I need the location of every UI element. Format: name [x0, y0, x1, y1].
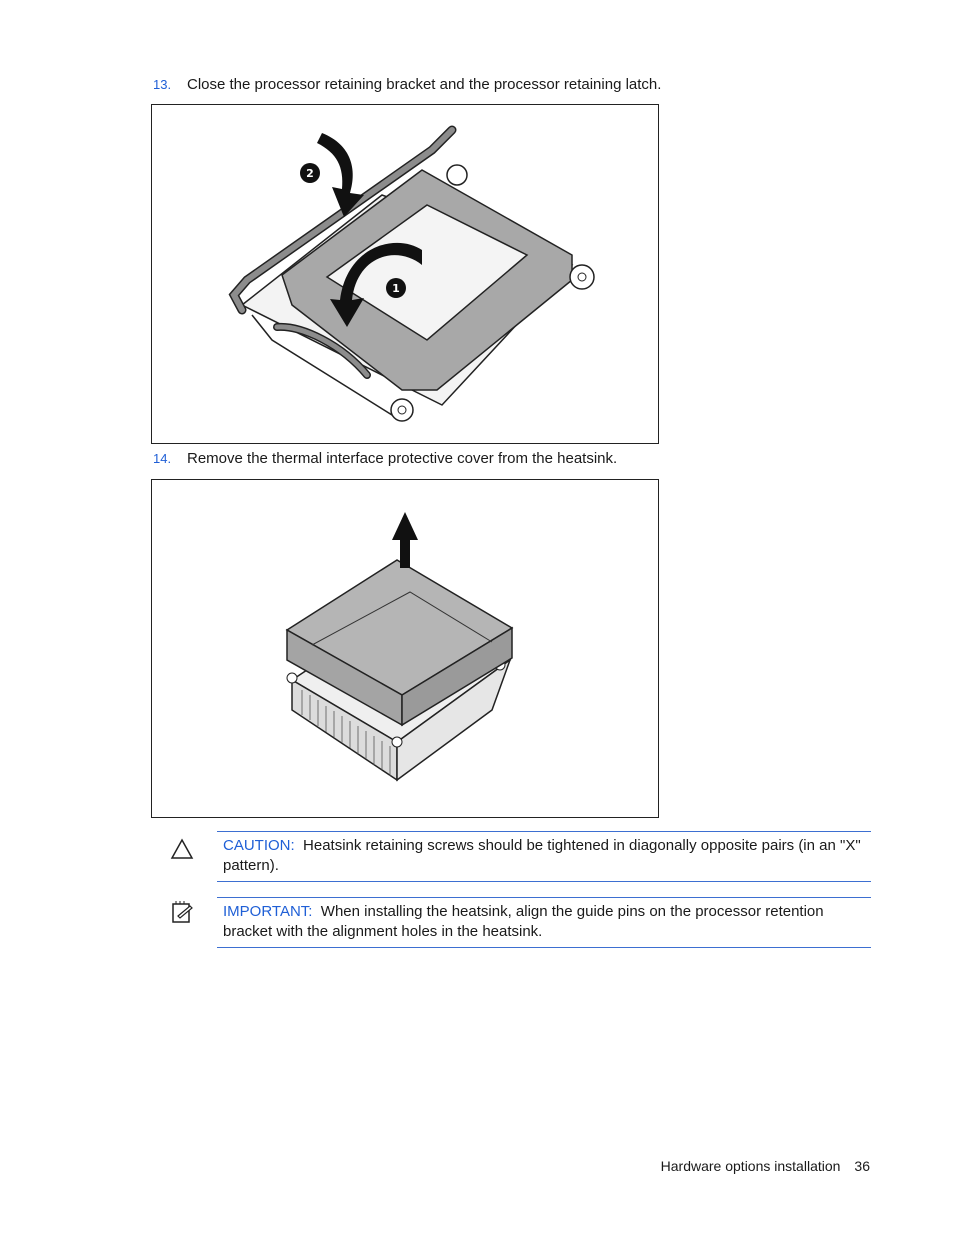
- callout-1: [386, 278, 406, 298]
- callout-2: [300, 163, 320, 183]
- footer-section: Hardware options installation: [660, 1158, 841, 1174]
- important-label: IMPORTANT:: [223, 903, 313, 920]
- figure-processor-bracket: [151, 104, 659, 444]
- step-number: 13.: [153, 77, 172, 92]
- step-text: Remove the thermal interface protective cover from the heatsink.: [187, 450, 618, 467]
- svg-text:1: 1: [392, 282, 400, 295]
- page-footer: [661, 1158, 870, 1174]
- caution-label: CAUTION:: [223, 837, 295, 854]
- svg-text:2: 2: [306, 167, 314, 180]
- caution-note: [217, 831, 871, 882]
- important-notepad-icon: [170, 900, 194, 924]
- caution-triangle-icon: [170, 838, 194, 862]
- page-number: 36: [854, 1158, 870, 1174]
- heatsink-illustration: [152, 480, 658, 817]
- important-note: [217, 897, 871, 948]
- step-text: Close the processor retaining bracket and the processor retaining latch.: [187, 76, 662, 93]
- important-text: When installing the heatsink, align the guide pins on the processor retention bracket with the alignment holes in the heatsink.: [223, 903, 824, 940]
- processor-bracket-illustration: [152, 105, 658, 443]
- step-14: [153, 449, 617, 469]
- figure-heatsink-cover: [151, 479, 659, 818]
- caution-text: Heatsink retaining screws should be tightened in diagonally opposite pairs (in an "X" pattern).: [223, 837, 861, 874]
- step-13: [153, 75, 661, 95]
- step-number: 14.: [153, 451, 172, 466]
